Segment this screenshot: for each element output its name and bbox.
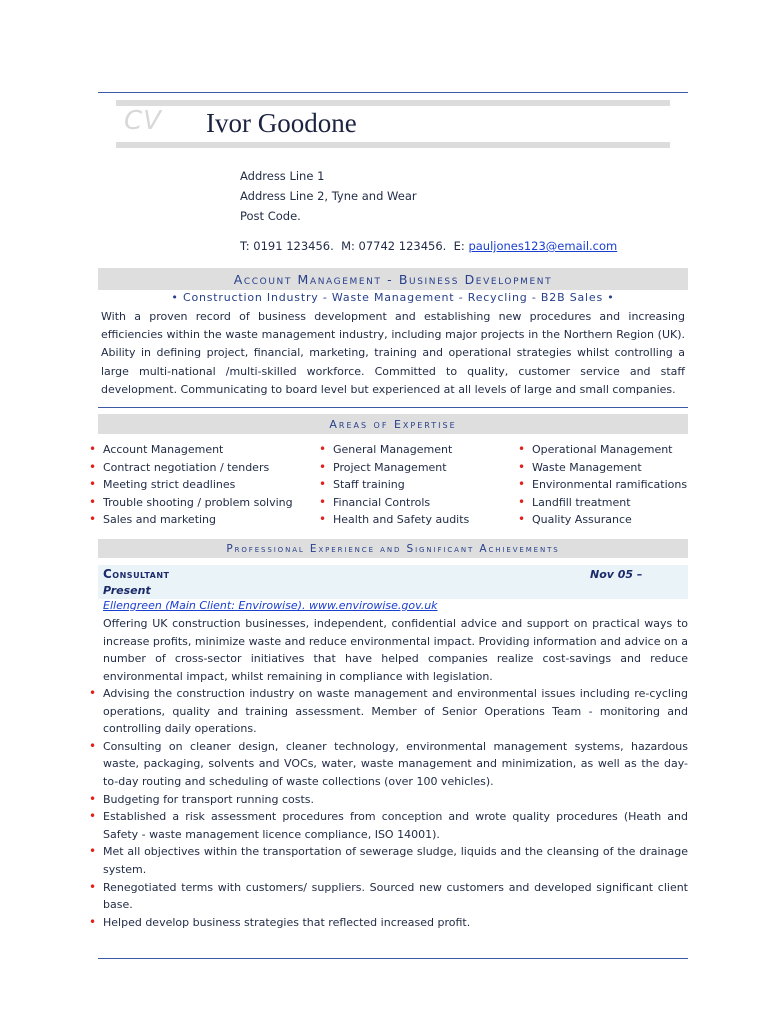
bullet-icon: • — [89, 879, 97, 894]
list-item — [319, 494, 469, 512]
list-item — [89, 791, 688, 809]
list-item — [89, 441, 293, 459]
list-item-text: Renegotiated terms with customers/ suppliers. Sourced new customers and developed significant client base. — [103, 880, 688, 912]
employer-link[interactable]: Ellengreen (Main Client: Envirowise). www.envirowise.gov.uk — [103, 599, 438, 612]
profile-summary: With a proven record of business development and establishing new procedures and increasing efficiencies within the waste management industry, including major projects in the Northern Region (UK). Ability in defining project, financial, marketing, training and operational strategies whilst controlling a large multi-national /multi-skilled workforce. Committed to quality, customer service and staff development. Communicating to board level but experienced at all levels of large and small companies. — [101, 310, 685, 396]
list-item-text: General Management — [333, 443, 453, 456]
bullet-icon: • — [518, 477, 526, 492]
bullet-icon: • — [89, 512, 97, 527]
list-item-text: Consulting on cleaner design, cleaner technology, environmental management systems, hazardous waste, packaging, solvents and VOCs, water, waste management and minimization, as well as the day-to-day routing and scheduling of waste collections (over 100 vehicles). — [103, 739, 688, 788]
bullet-icon: • — [518, 459, 526, 474]
expertise-column-2 — [319, 441, 469, 529]
bullet-icon: • — [518, 442, 526, 456]
list-item — [89, 459, 293, 477]
bullet-icon: • — [89, 494, 97, 509]
cv-mark: CV — [124, 106, 162, 136]
list-item — [89, 685, 688, 738]
list-item — [89, 843, 688, 878]
list-item — [518, 459, 687, 477]
expertise-title: Areas of Expertise — [98, 414, 688, 434]
role-title: Consultant — [103, 567, 170, 581]
role-date: Nov 05 – — [590, 568, 643, 581]
bullet-icon: • — [319, 459, 327, 474]
list-item — [518, 476, 687, 494]
bullet-icon: • — [89, 686, 97, 700]
list-item-text: Advising the construction industry on waste management and environmental issues including re-cycling operations, quality and training assessment. Member of Senior Operations Team - monitoring and controlling daily operations. — [103, 687, 688, 736]
list-item-text: Health and Safety audits — [333, 513, 470, 527]
candidate-name: Ivor Goodone — [206, 108, 357, 138]
list-item — [89, 914, 688, 932]
list-item-text: Helped develop business strategies that reflected increased profit. — [103, 915, 471, 929]
role-present: Present — [103, 584, 151, 597]
list-item-text: Project Management — [333, 460, 447, 474]
list-item-text: Established a risk assessment procedures from conception and wrote quality procedures (Heath and Safety - waste management licence compliance, ISO 14001). — [103, 810, 688, 841]
list-item-text: Sales and marketing — [103, 513, 217, 527]
role-intro: Offering UK construction businesses, independent, confidential advice and support on practical ways to increase profits, minimize waste and reduce environmental impact. Providing information and advice on a number of cross-sector initiatives that have helped companies realize cost-savings and reduce environmental impact, whilst remaining in compliance with legislation. — [103, 617, 688, 683]
list-item — [89, 738, 688, 791]
bullet-icon: • — [319, 494, 327, 509]
list-item-text: Met all objectives within the transportation of sewerage sludge, liquids and the cleansing of the drainage system. — [103, 845, 688, 876]
list-item-text: Staff training — [333, 478, 405, 492]
list-item-text: Budgeting for transport running costs. — [103, 792, 315, 806]
bullet-icon: • — [89, 914, 97, 929]
expertise-column-3 — [518, 441, 687, 529]
top-divider — [98, 92, 688, 93]
list-item — [319, 459, 469, 477]
list-item — [89, 476, 293, 494]
experience-title: Professional Experience and Significant Achievements — [98, 539, 688, 558]
bullet-icon: • — [319, 477, 327, 492]
list-item-text: Account Management — [103, 443, 224, 456]
address-line-1: Address Line 1 — [240, 169, 325, 183]
address-line-2: Address Line 2, Tyne and Wear — [240, 189, 417, 203]
list-item — [319, 511, 469, 529]
address-block — [240, 166, 417, 226]
bullet-icon: • — [89, 477, 97, 492]
list-item-text: Meeting strict deadlines — [103, 478, 236, 492]
contact-phones: T: 0191 123456. M: 07742 123456. E: — [240, 239, 469, 253]
bullet-icon: • — [319, 442, 327, 456]
profile-title: Account Management - Business Development — [98, 268, 688, 290]
bullet-icon: • — [89, 738, 97, 753]
expertise-column-1 — [89, 441, 293, 529]
address-postcode: Post Code. — [240, 209, 301, 223]
email-link[interactable]: pauljones123@email.com — [468, 239, 618, 253]
list-item — [518, 494, 687, 512]
list-item-text: Waste Management — [532, 460, 642, 474]
list-item — [518, 511, 687, 529]
list-item — [89, 511, 293, 529]
header-band-top — [116, 100, 670, 106]
bullet-icon: • — [89, 459, 97, 474]
list-item-text: Environmental ramifications — [532, 478, 688, 492]
list-item — [89, 808, 688, 843]
list-item-text: Landfill treatment — [532, 495, 631, 509]
list-item-text: Contract negotiation / tenders — [103, 460, 270, 474]
list-item — [319, 476, 469, 494]
list-item-text: Financial Controls — [333, 495, 431, 509]
contact-line — [240, 239, 617, 253]
list-item — [89, 494, 293, 512]
list-item — [319, 441, 469, 459]
list-item — [518, 441, 687, 459]
header-band-bottom — [116, 142, 670, 148]
profile-subtitle: • Construction Industry - Waste Management - Recycling - B2B Sales • — [171, 291, 615, 304]
section-divider — [98, 407, 688, 408]
bullet-icon: • — [89, 844, 97, 859]
bullet-icon: • — [89, 442, 97, 456]
bullet-icon: • — [319, 512, 327, 527]
list-item-text: Trouble shooting / problem solving — [103, 495, 293, 509]
bullet-icon: • — [89, 791, 97, 806]
bullet-icon: • — [518, 512, 526, 527]
bullet-icon: • — [89, 809, 97, 824]
bottom-divider — [98, 958, 688, 959]
list-item-text: Quality Assurance — [532, 513, 632, 527]
duties-list — [89, 685, 688, 931]
list-item — [89, 879, 688, 914]
list-item-text: Operational Management — [532, 443, 673, 456]
bullet-icon: • — [518, 494, 526, 509]
